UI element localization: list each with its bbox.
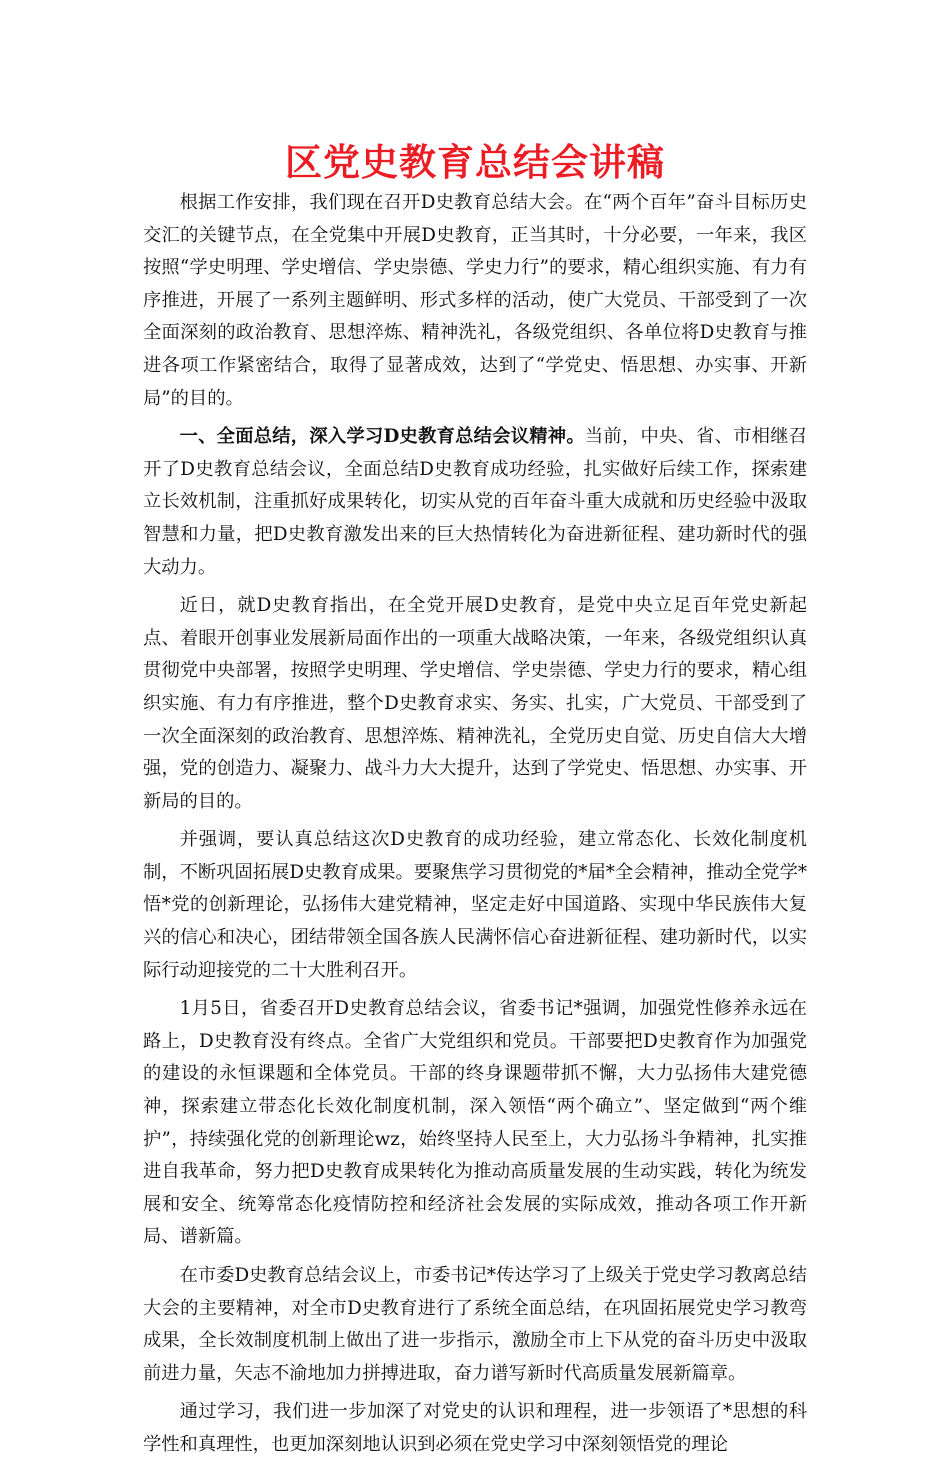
paragraph-text: 并强调，要认真总结这次D史教育的成功经验，建立常态化、长效化制度机制，不断巩固拓展D史教育成果。要聚焦学习贯彻党的*届*全会精神，推动全党学*悟*党的创新理论，弘扬伟大建党精神，坚定走好中国道路、实现中华民族伟大复兴的信心和决心，团结带领全国各族人民满怀信心奋进新征程、建功新时代，以实际行动迎接党的二十大胜利召开。: [143, 829, 807, 981]
paragraph-section-one: [143, 421, 807, 584]
paragraph-text: 根据工作安排，我们现在召开D史教育总结大会。在“两个百年”奋斗目标历史交汇的关键节点，在全党集中开展D史教育，正当其时，十分必要，一年来，我区按照“学史明理、学史增信、学史崇德、学史力行”的要求，精心组织实施、有力有序推进，开展了一系列主题鲜明、形式多样的活动，使广大党员、干部受到了一次全面深刻的政治教育、思想淬炼、精神洗礼，各级党组织、各单位将D史教育与推进各项工作紧密结合，取得了显著成效，达到了“学党史、悟思想、办实事、开新局”的目的。: [143, 192, 807, 409]
paragraph-text: 当前，中央、省、市相继召开了D史教育总结会议，全面总结D史教育成功经验，扎实做好后续工作，探索建立长效机制，注重抓好成果转化，切实从党的百年奋斗重大成就和历史经验中汲取智慧和力量，把D史教育激发出来的巨大热情转化为奋进新征程、建功新时代的强大动力。: [143, 426, 808, 578]
document-body: [143, 187, 807, 1468]
paragraph-city-meeting: [143, 1260, 807, 1390]
paragraph-text: 通过学习，我们进一步加深了对党史的认识和理程，进一步领语了*思想的科学性和真理性，也更加深刻地认识到必须在党史学习中深刻领悟党的理论: [143, 1401, 807, 1455]
paragraph-text: 在市委D史教育总结会议上，市委书记*传达学习了上级关于党史学习教离总结大会的主要精神，对全市D史教育进行了系统全面总结，在巩固拓展党史学习教弯成果，全长效制度机制上做出了进一步指示，激励全市上下从党的奋斗历史中汲取前进力量，矢志不渝地加力拼搏进取，奋力谱写新时代高质量发展新篇章。: [143, 1265, 807, 1384]
paragraph-central-remarks: [143, 590, 807, 818]
paragraph-study-results: [143, 1396, 807, 1461]
paragraph-intro: [143, 187, 807, 415]
paragraph-text: 近日，就D史教育指出，在全党开展D史教育，是党中央立足百年党史新起点、着眼开创事业发展新局面作出的一项重大战略决策，一年来，各级党组织认真贯彻党中央部署，按照学史明理、学史增信、学史崇德、学史力行的要求，精心组织实施、有力有序推进，整个D史教育求实、务实、扎实，广大党员、干部受到了一次全面深刻的政治教育、思想淬炼、精神洗礼，全党历史自觉、历史自信大大增强，党的创造力、凝聚力、战斗力大大提升，达到了学党史、悟思想、办实事、开新局的目的。: [143, 595, 807, 812]
paragraph-emphasis: [143, 824, 807, 987]
document-title: 区党史教育总结会讲稿: [285, 140, 665, 184]
section-heading: 一、全面总结，深入学习D史教育总结会议精神。: [179, 426, 585, 448]
paragraph-text: 1月5日，省委召开D史教育总结会议，省委书记*强调，加强党性修养永远在路上，D史教育没有终点。全省广大党组织和党员。干部要把D史教育作为加强党的建设的永恒课题和全体党员。干部的终身课题带抓不懈，大力弘扬伟大建党德神，探索建立带态化长效化制度机制，深入领悟“两个确立”、坚定做到“两个维护”，持续强化党的创新理论wz，始终坚持人民至上，大力弘扬斗争精神，扎实推进自我革命，努力把D史教育成果转化为推动高质量发展的生动实践，转化为统发展和安全、统筹常态化疫情防控和经济社会发展的实际成效，推动各项工作开新局、谱新篇。: [143, 998, 807, 1248]
paragraph-provincial-meeting: [143, 993, 807, 1254]
